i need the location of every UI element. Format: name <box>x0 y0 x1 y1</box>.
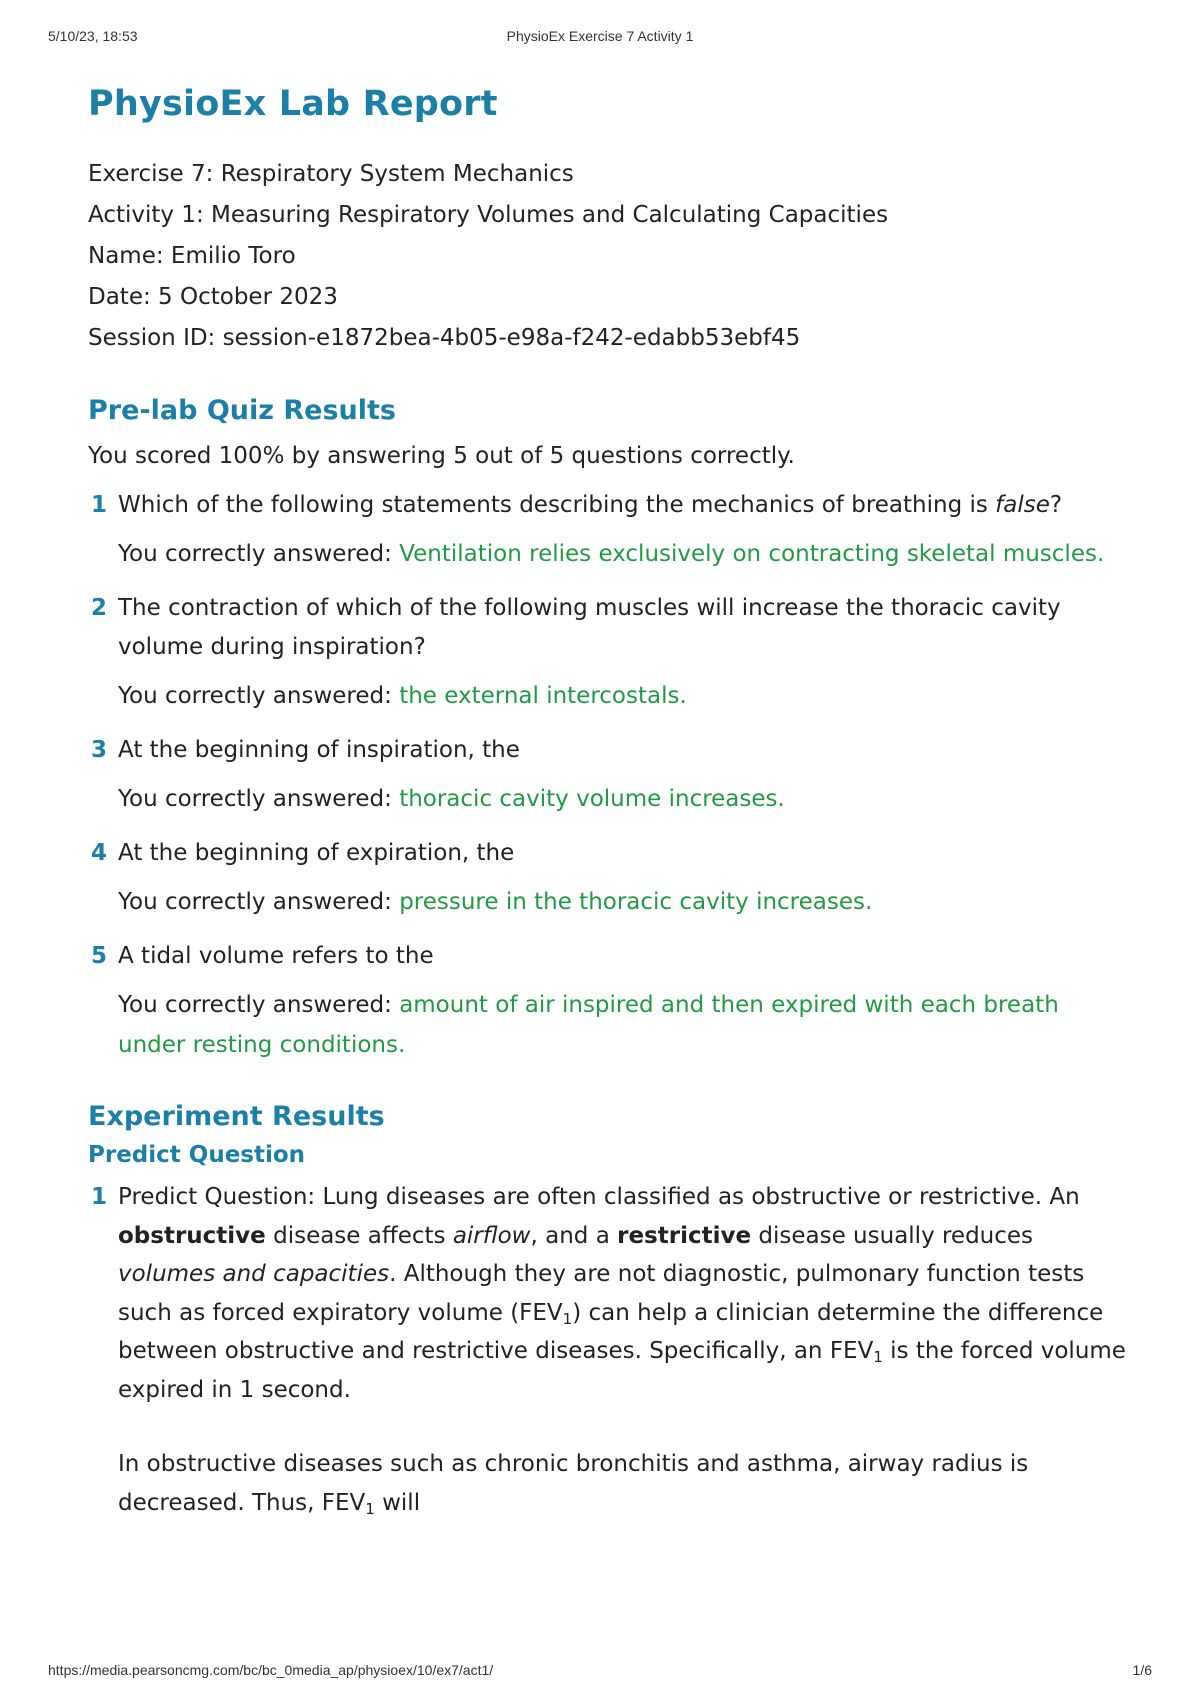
lab-report <box>88 84 1128 1522</box>
exercise-line: Exercise 7: Respiratory System Mechanics <box>88 161 574 187</box>
question-answer: You correctly answered: the external intercostals. <box>118 683 687 709</box>
question-answer: You correctly answered: Ventilation relies exclusively on contracting skeletal muscles. <box>118 541 1105 567</box>
question-text: At the beginning of expiration, the <box>118 840 515 866</box>
predict-paragraph-1: Predict Question: Lung diseases are often classified as obstructive or restrictive. An obstructive disease affects airflow, and a restrictive disease usually reduces volumes and capacities. Although they are not diagnostic, pulmonary function tests such as forced expiratory volume $(FEV_1)$ can help a clinician determine the difference between obstructive and restrictive diseases. Specifically, an $FEV_1$ is the forced volume expired in 1 second. <box>118 1184 1126 1403</box>
correct-answer: amount of air inspired and then expired with each breath under resting conditions. <box>118 992 1059 1058</box>
print-page-number: 1/6 <box>1132 1662 1152 1678</box>
print-timestamp: 5/10/23, 18:53 <box>48 28 138 44</box>
prelab-heading: Pre-lab Quiz Results <box>88 395 396 426</box>
question-text: At the beginning of inspiration, the <box>118 737 520 763</box>
name-line: Name: Emilio Toro <box>88 243 296 269</box>
question-number: 2 <box>91 595 108 621</box>
question-number: 1 <box>91 492 108 518</box>
question-answer: You correctly answered: amount of air inspired and then expired with each breath under resting conditions. <box>118 992 1059 1058</box>
report-title: PhysioEx Lab Report <box>88 84 498 124</box>
predict-question-1 <box>88 1178 1128 1522</box>
quiz-score: You scored 100% by answering 5 out of 5 questions correctly. <box>88 443 795 469</box>
quiz-question-3 <box>88 731 1128 819</box>
print-page-title: PhysioEx Exercise 7 Activity 1 <box>506 28 694 44</box>
question-text: Which of the following statements describing the mechanics of breathing is false? <box>118 492 1063 518</box>
question-number: 4 <box>91 840 108 866</box>
predict-paragraph-2: In obstructive diseases such as chronic bronchitis and asthma, airway radius is decreased. Thus, $FEV_1$ will <box>118 1451 1029 1518</box>
question-number: 5 <box>91 943 108 969</box>
activity-line: Activity 1: Measuring Respiratory Volumes and Calculating Capacities <box>88 202 889 228</box>
print-url: https://media.pearsoncmg.com/bc/bc_0media_ap/physioex/10/ex7/act1/ <box>48 1662 494 1678</box>
quiz-question-5 <box>88 937 1128 1065</box>
predict-subheading: Predict Question <box>88 1142 306 1168</box>
question-number: 3 <box>91 737 108 763</box>
report-meta <box>88 154 1128 359</box>
correct-answer: Ventilation relies exclusively on contracting skeletal muscles. <box>399 541 1105 567</box>
experiment-heading: Experiment Results <box>88 1101 385 1132</box>
question-answer: You correctly answered: thoracic cavity volume increases. <box>118 786 785 812</box>
question-text: A tidal volume refers to the <box>118 943 434 969</box>
session-line: Session ID: session-e1872bea-4b05-e98a-f242-edabb53ebf45 <box>88 325 801 351</box>
date-line: Date: 5 October 2023 <box>88 284 338 310</box>
question-text: The contraction of which of the following muscles will increase the thoracic cavity volume during inspiration? <box>118 595 1061 660</box>
quiz-question-1 <box>88 486 1128 574</box>
quiz-question-4 <box>88 834 1128 922</box>
question-number: 1 <box>91 1184 108 1210</box>
correct-answer: thoracic cavity volume increases. <box>399 786 785 812</box>
correct-answer: the external intercostals. <box>399 683 687 709</box>
correct-answer: pressure in the thoracic cavity increases. <box>399 889 873 915</box>
quiz-question-2 <box>88 589 1128 716</box>
question-answer: You correctly answered: pressure in the thoracic cavity increases. <box>118 889 873 915</box>
